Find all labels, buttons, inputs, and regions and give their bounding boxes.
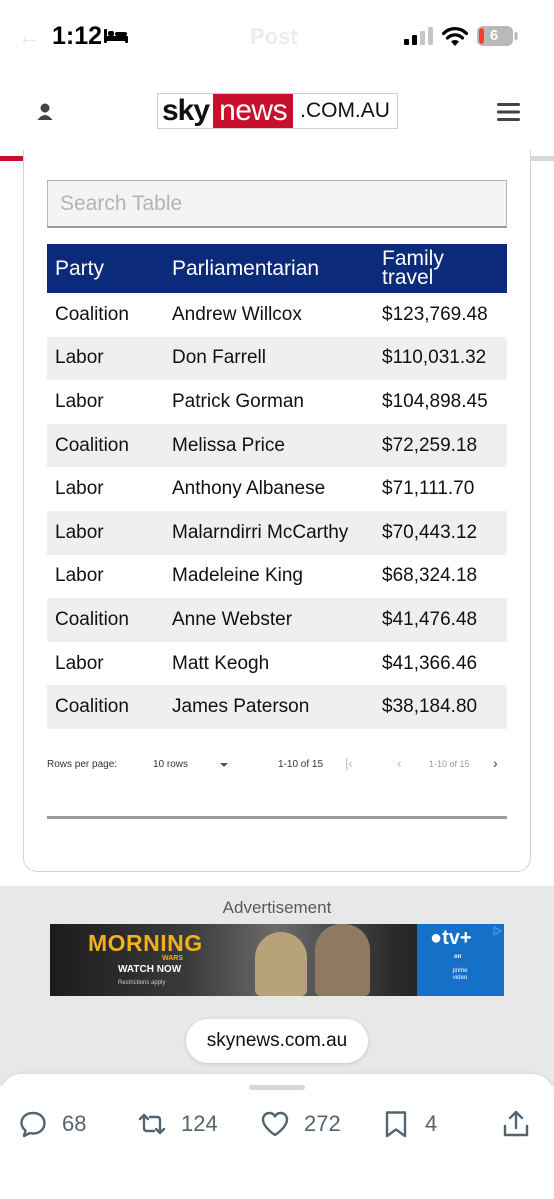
battery-level: 6 bbox=[489, 27, 499, 44]
table-row bbox=[47, 685, 507, 729]
cell-family-travel: $72,259.18 bbox=[382, 434, 478, 456]
cell-parliamentarian: Melissa Price bbox=[172, 434, 285, 456]
column-header-parliamentarian[interactable]: Parliamentarian bbox=[172, 256, 320, 280]
rows-per-page-select[interactable]: 10 rows bbox=[153, 759, 189, 770]
sky-news-logo[interactable] bbox=[157, 93, 398, 129]
status-time: 1:12 bbox=[52, 22, 103, 50]
search-table-input[interactable] bbox=[47, 180, 507, 228]
cell-parliamentarian: James Paterson bbox=[172, 696, 310, 718]
table-row bbox=[47, 293, 507, 337]
cell-family-travel: $104,898.45 bbox=[382, 390, 488, 412]
table-row bbox=[47, 380, 507, 424]
cell-parliamentarian: Don Farrell bbox=[172, 347, 266, 369]
previous-page-icon[interactable]: ‹ bbox=[397, 755, 402, 771]
sleep-focus-icon bbox=[103, 27, 129, 45]
site-header bbox=[0, 72, 554, 160]
rows-per-page-label: Rows per page: bbox=[47, 759, 118, 770]
table-horizontal-scrollbar[interactable] bbox=[47, 816, 507, 819]
cell-party: Coalition bbox=[55, 608, 129, 630]
post-action-bar bbox=[0, 1074, 554, 1199]
cell-family-travel: $110,031.32 bbox=[382, 347, 487, 369]
heart-icon bbox=[260, 1109, 290, 1139]
logo-sky-text: sky bbox=[162, 94, 210, 127]
ad-on-text: on bbox=[454, 954, 462, 960]
cell-parliamentarian: Patrick Gorman bbox=[172, 390, 304, 412]
column-header-family-travel-label: Family travel bbox=[382, 247, 444, 289]
column-header-family-travel[interactable] bbox=[374, 244, 507, 293]
cell-party: Coalition bbox=[55, 303, 129, 325]
reply-icon bbox=[18, 1109, 48, 1139]
cell-parliamentarian: Madeleine King bbox=[172, 565, 303, 587]
table-row bbox=[47, 555, 507, 599]
share-button[interactable] bbox=[501, 1108, 531, 1140]
ad-watch-now: WATCH NOW bbox=[118, 964, 182, 975]
cell-party: Labor bbox=[55, 478, 104, 500]
wifi-icon bbox=[441, 25, 469, 47]
cell-party: Labor bbox=[55, 652, 104, 674]
cellular-signal-icon bbox=[404, 27, 434, 45]
reply-count: 68 bbox=[62, 1111, 87, 1136]
logo-news-text: news bbox=[213, 94, 293, 128]
cell-party: Coalition bbox=[55, 696, 129, 718]
advertisement-label: Advertisement bbox=[222, 898, 332, 917]
cell-party: Labor bbox=[55, 565, 104, 587]
cell-party: Labor bbox=[55, 390, 104, 412]
page-range-text: 1-10 of 15 bbox=[278, 759, 324, 770]
cell-party: Labor bbox=[55, 347, 104, 369]
cell-family-travel: $71,111.70 bbox=[382, 478, 475, 500]
repost-count: 124 bbox=[181, 1111, 218, 1136]
cell-family-travel: $70,443.12 bbox=[382, 521, 478, 543]
apple-tv-logo: ●tv+ bbox=[430, 927, 472, 949]
advertisement-zone bbox=[0, 886, 554, 1086]
apple-tv-text: tv+ bbox=[442, 927, 472, 949]
cell-parliamentarian: Andrew Willcox bbox=[172, 303, 302, 325]
ad-actor-image bbox=[255, 932, 307, 996]
hamburger-menu-icon[interactable] bbox=[497, 102, 520, 122]
url-pill[interactable]: skynews.com.au bbox=[186, 1019, 368, 1063]
sheet-grabber[interactable] bbox=[249, 1085, 305, 1090]
cell-party: Coalition bbox=[55, 434, 129, 456]
back-arrow-icon[interactable]: ← bbox=[18, 24, 40, 49]
user-account-icon[interactable] bbox=[34, 100, 56, 124]
cell-parliamentarian: Anthony Albanese bbox=[172, 478, 326, 500]
bookmark-count: 4 bbox=[425, 1111, 438, 1136]
ad-restrictions: Restrictions apply bbox=[118, 980, 166, 986]
share-icon bbox=[501, 1109, 531, 1139]
repost-button[interactable] bbox=[137, 1108, 218, 1140]
status-bar bbox=[0, 0, 554, 72]
ad-choices-icon[interactable] bbox=[492, 926, 502, 936]
cell-family-travel: $38,184.80 bbox=[382, 696, 478, 718]
reply-button[interactable] bbox=[18, 1108, 86, 1140]
cell-parliamentarian: Anne Webster bbox=[172, 608, 293, 630]
cell-parliamentarian: Malarndirri McCarthy bbox=[172, 521, 349, 543]
prime-video-logo: prime video bbox=[452, 968, 468, 981]
cell-family-travel: $41,476.48 bbox=[382, 608, 478, 630]
advertisement-banner[interactable] bbox=[50, 924, 504, 996]
chevron-down-icon[interactable] bbox=[220, 763, 228, 767]
cell-party: Labor bbox=[55, 521, 104, 543]
table-row bbox=[47, 424, 507, 468]
bookmark-button[interactable] bbox=[381, 1108, 437, 1140]
data-table bbox=[47, 244, 507, 729]
like-button[interactable] bbox=[260, 1108, 341, 1140]
like-count: 272 bbox=[304, 1111, 341, 1136]
logo-domain-text: .COM.AU bbox=[300, 99, 390, 122]
table-header-row bbox=[47, 244, 507, 293]
column-header-party[interactable]: Party bbox=[55, 256, 105, 280]
ad-show-subtitle: WARS bbox=[162, 955, 183, 962]
cell-family-travel: $123,769.48 bbox=[382, 303, 488, 325]
ad-show-title: MORNING bbox=[88, 930, 203, 956]
cell-family-travel: $68,324.18 bbox=[382, 565, 478, 587]
bookmark-icon bbox=[381, 1109, 411, 1139]
table-pagination bbox=[47, 755, 507, 775]
table-row bbox=[47, 511, 507, 555]
cell-parliamentarian: Matt Keogh bbox=[172, 652, 270, 674]
repost-icon bbox=[137, 1109, 167, 1139]
post-title: Post bbox=[250, 24, 298, 49]
table-row bbox=[47, 642, 507, 686]
page-range-secondary: 1-10 of 15 bbox=[429, 759, 470, 769]
table-row bbox=[47, 598, 507, 642]
cell-family-travel: $41,366.46 bbox=[382, 652, 478, 674]
next-page-icon[interactable]: › bbox=[493, 755, 498, 771]
first-page-icon[interactable]: |‹ bbox=[345, 756, 353, 771]
table-row bbox=[47, 467, 507, 511]
table-row bbox=[47, 337, 507, 381]
ad-actor-image bbox=[315, 924, 370, 996]
